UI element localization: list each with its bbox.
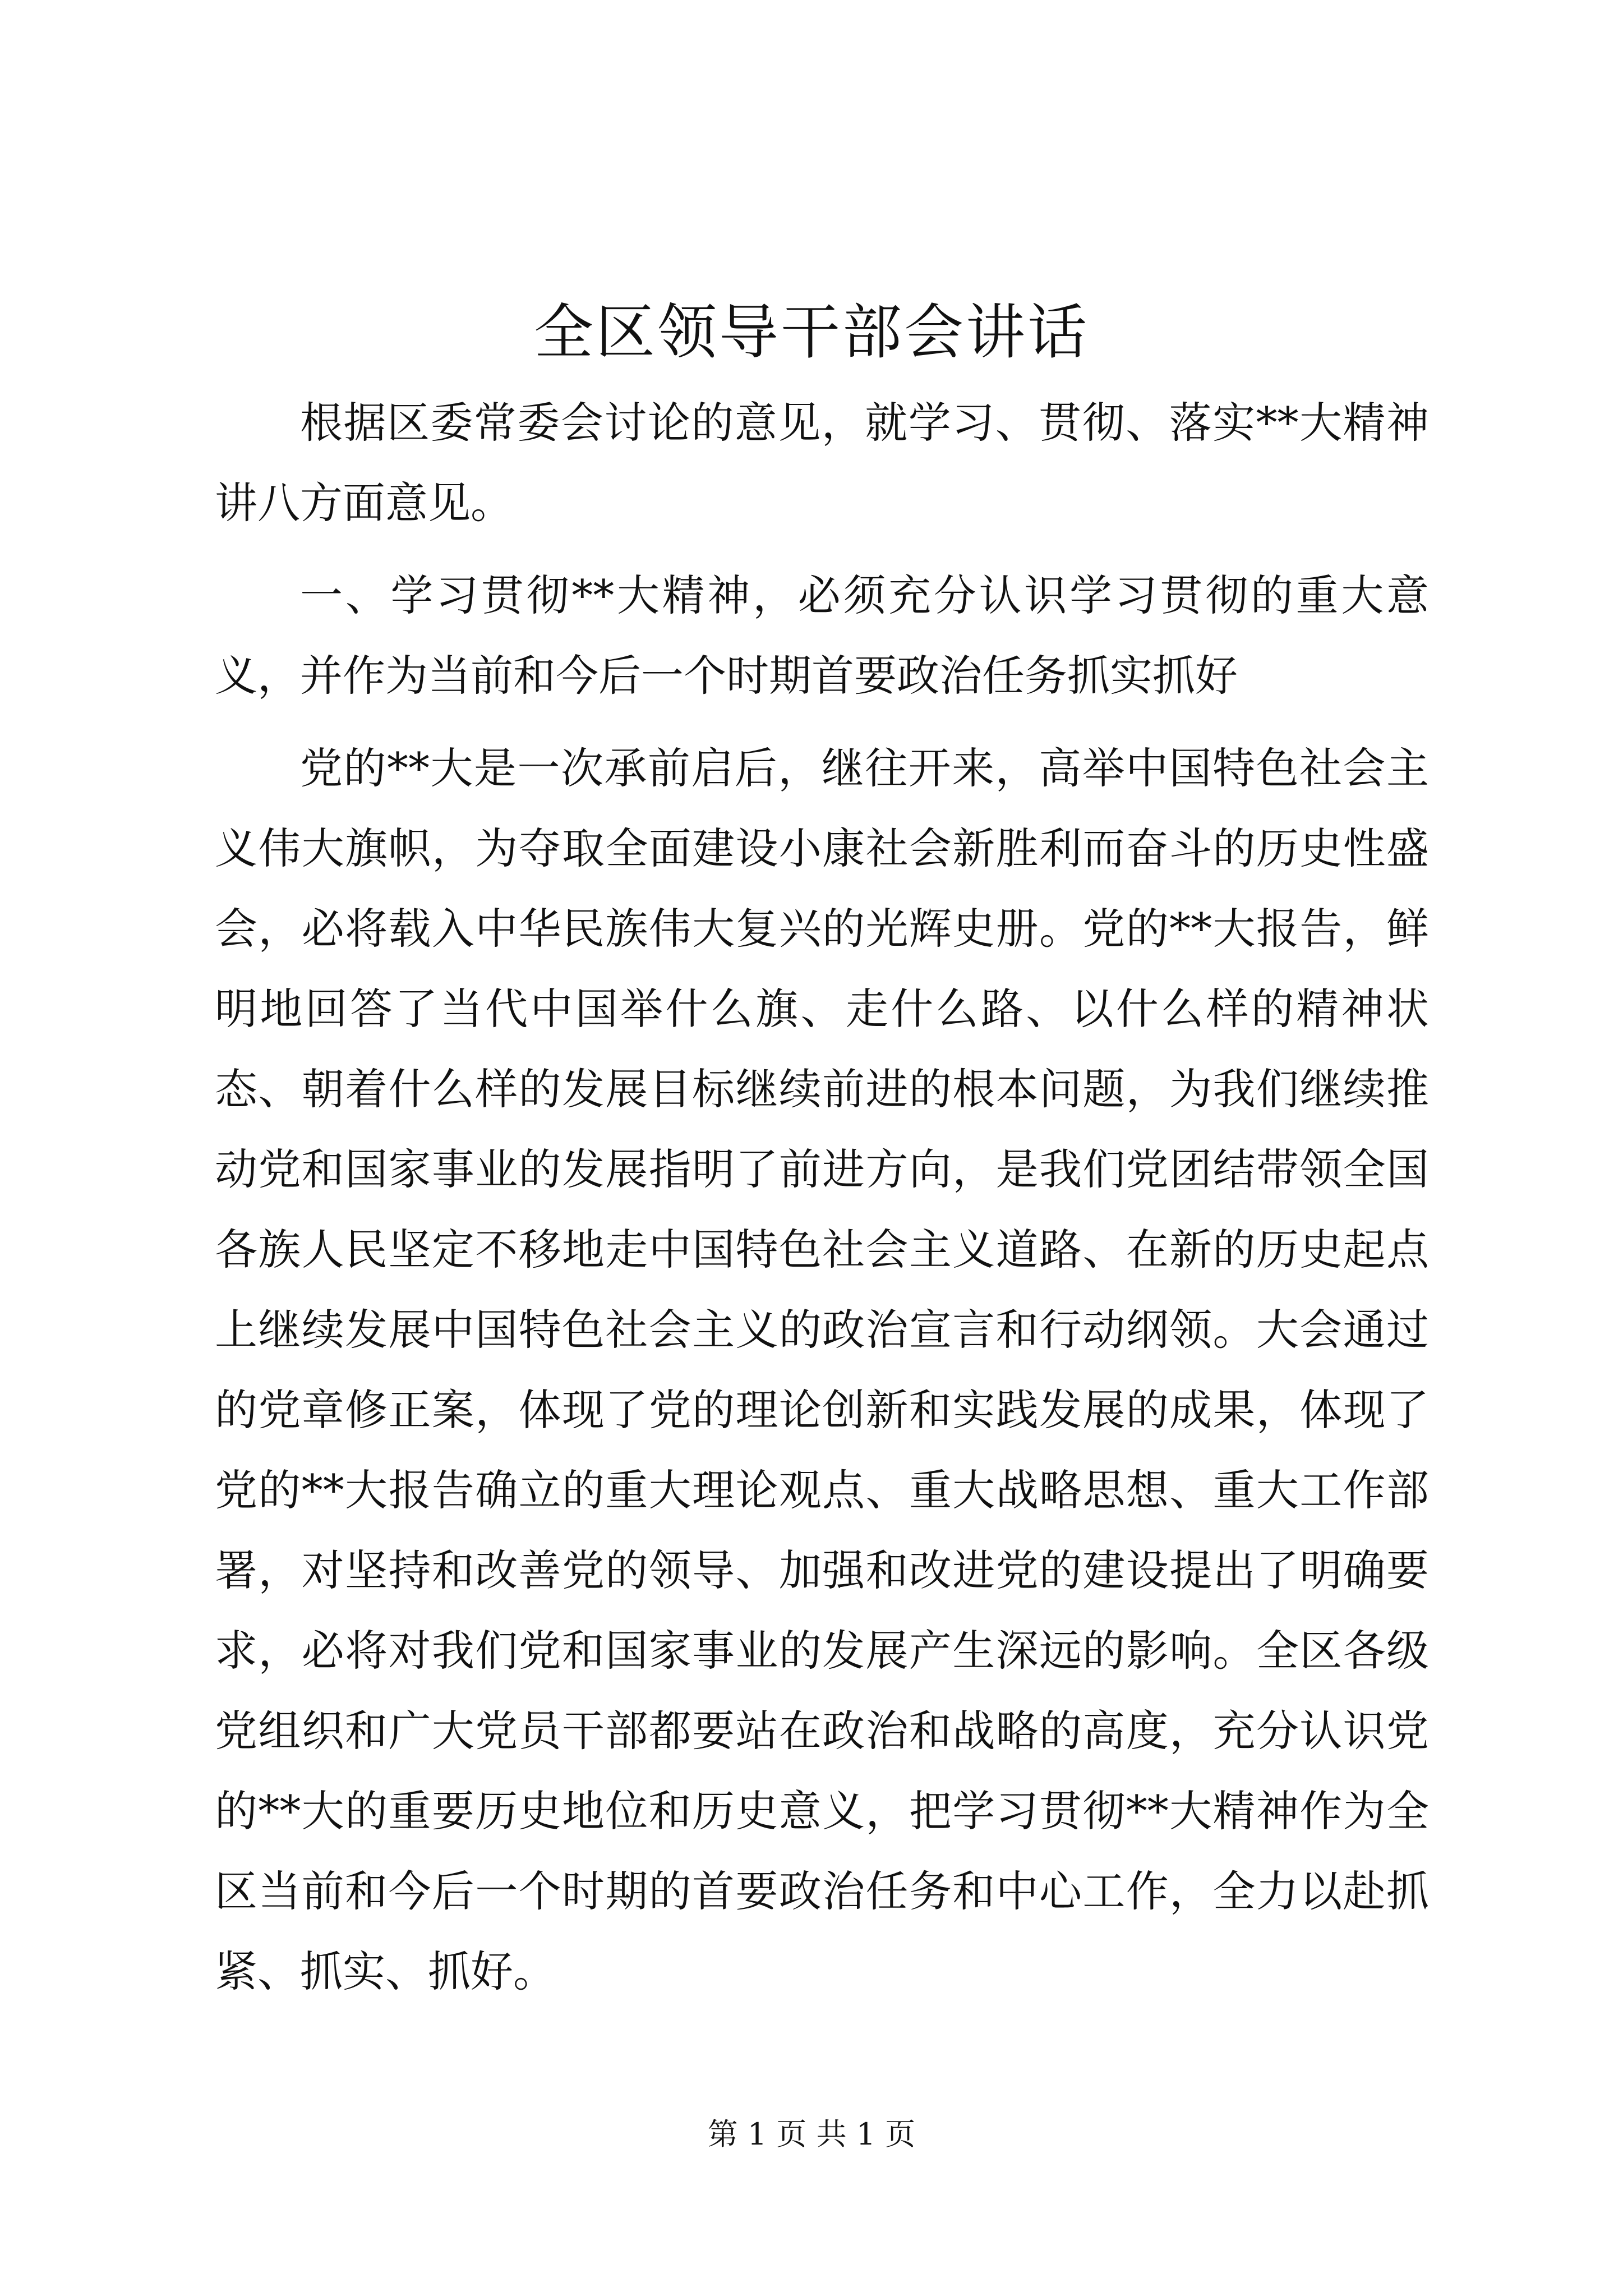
document-body xyxy=(215,383,1429,2024)
paragraph-body: 党的**大是一次承前启后，继往开来，高举中国特色社会主义伟大旗帜，为夺取全面建设小康社会新胜利而奋斗的历史性盛会，必将载入中华民族伟大复兴的光辉史册。党的**大报告，鲜明地回答了当代中国举什么旗、走什么路、以什么样的精神状态、朝着什么样的发展目标继续前进的根本问题，为我们继续推动党和国家事业的发展指明了前进方向，是我们党团结带领全国各族人民坚定不移地走中国特色社会主义道路、在新的历史起点上继续发展中国特色社会主义的政治宣言和行动纲领。大会通过的党章修正案，体现了党的理论创新和实践发展的成果，体现了党的**大报告确立的重大理论观点、重大战略思想、重大工作部署，对坚持和改善党的领导、加强和改进党的建设提出了明确要求，必将对我们党和国家事业的发展产生深远的影响。全区各级党组织和广大党员干部都要站在政治和战略的高度，充分认识党的**大的重要历史地位和历史意义，把学习贯彻**大精神作为全区当前和今后一个时期的首要政治任务和中心工作，全力以赴抓紧、抓实、抓好。 xyxy=(215,743,1429,1996)
page-footer: 第 1 页 共 1 页 xyxy=(707,2116,916,2152)
paragraph-intro: 根据区委常委会讨论的意见，就学习、贯彻、落实**大精神讲八方面意见。 xyxy=(215,398,1429,528)
document-title: 全区领导干部会讲话 xyxy=(534,298,1089,367)
section-heading-1: 一、学习贯彻**大精神，必须充分认识学习贯彻的重大意义，并作为当前和今后一个时期首要政治任务抓实抓好 xyxy=(215,570,1429,701)
